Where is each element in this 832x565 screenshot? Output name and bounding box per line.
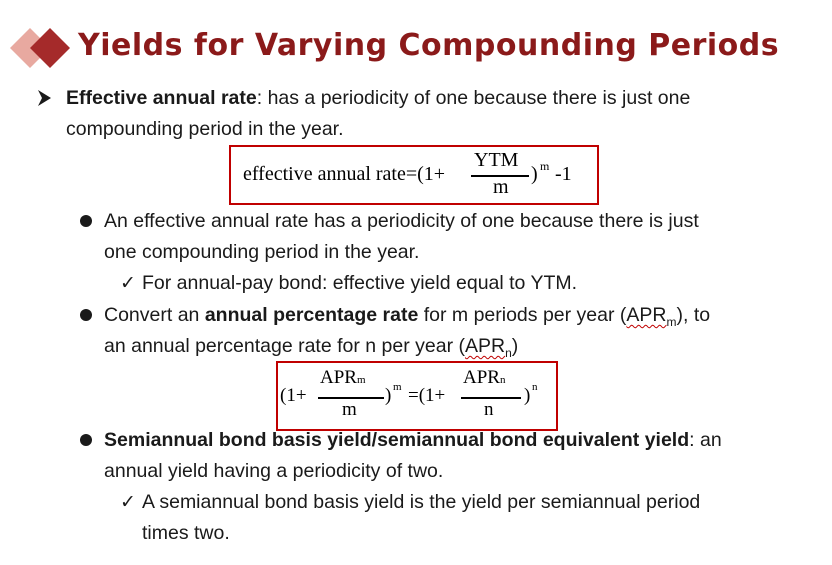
- bullet-text: : has a periodicity of one because there is just one: [256, 87, 691, 109]
- formula-close-paren: ): [531, 163, 538, 185]
- sub-bullet-2-line1: [104, 303, 710, 334]
- text: ): [511, 335, 519, 357]
- page-title: Yields for Varying Compounding Periods: [78, 28, 780, 63]
- formula-denominator: m: [493, 176, 509, 198]
- num-text: APR: [320, 367, 357, 388]
- sub-bullet-1-line2: one compounding period in the year.: [104, 241, 420, 263]
- bullet-text-line2: compounding period in the year.: [66, 118, 344, 140]
- filled-circle-icon: [80, 309, 92, 321]
- apr-text: APR: [626, 304, 667, 326]
- bullet-effective-annual-rate: [66, 86, 690, 110]
- sub-bullet-1-line1: An effective annual rate has a periodicity of one because there is just: [104, 210, 699, 232]
- filled-circle-icon: [80, 434, 92, 446]
- apr-subscript: m: [666, 314, 677, 329]
- formula-num2: [463, 367, 505, 389]
- checkmark-icon: ✓: [120, 272, 136, 294]
- formula-exp2: n: [532, 381, 538, 393]
- filled-circle-icon: [80, 215, 92, 227]
- formula-apr-conversion: [276, 361, 558, 431]
- formula-effective-annual-rate: [229, 145, 599, 205]
- sub-bullet-3-line2: annual yield having a periodicity of two.: [104, 460, 444, 482]
- formula-close1: ): [385, 385, 392, 406]
- bold-term: annual percentage rate: [204, 304, 419, 326]
- apr-text: APR: [464, 335, 506, 357]
- formula-numerator: YTM: [474, 149, 519, 171]
- apr-term: [626, 304, 677, 329]
- text: for m periods per year (: [418, 304, 627, 326]
- apr-subscript: n: [505, 345, 512, 360]
- text: an annual percentage rate for n per year (: [104, 335, 465, 357]
- formula-num1: [320, 367, 366, 389]
- formula-exponent: m: [540, 159, 550, 173]
- text: Convert an: [104, 304, 205, 326]
- formula-open: (1+: [280, 385, 307, 406]
- formula-den1: m: [342, 399, 357, 420]
- text: : an: [689, 429, 722, 451]
- formula-exp1: m: [393, 381, 402, 393]
- num-sub: m: [356, 374, 366, 386]
- formula-tail: -1: [555, 163, 572, 185]
- check-semiannual-line1: A semiannual bond basis yield is the yield per semiannual period: [142, 491, 701, 513]
- sub-bullet-3-line1: [104, 428, 722, 452]
- num-sub: n: [499, 374, 506, 386]
- text: ), to: [676, 304, 711, 326]
- num-text: APR: [463, 367, 500, 388]
- arrow-bullet-icon: [36, 89, 52, 107]
- bullet-bold-term: Effective annual rate: [66, 87, 257, 109]
- check-semiannual-line2: times two.: [142, 522, 230, 544]
- check-annual-pay: For annual-pay bond: effective yield equal to YTM.: [142, 272, 578, 294]
- checkmark-icon: ✓: [120, 491, 136, 513]
- double-diamond-icon: [6, 26, 76, 70]
- formula-mid: =(1+: [408, 385, 446, 406]
- bold-term: Semiannual bond basis yield/semiannual bond equivalent yield: [104, 429, 690, 451]
- title-row: [6, 22, 826, 74]
- formula-lhs: effective annual rate=(1+: [243, 163, 446, 185]
- apr-term: [464, 335, 512, 360]
- formula-close2: ): [524, 385, 531, 406]
- formula-den2: n: [484, 399, 494, 420]
